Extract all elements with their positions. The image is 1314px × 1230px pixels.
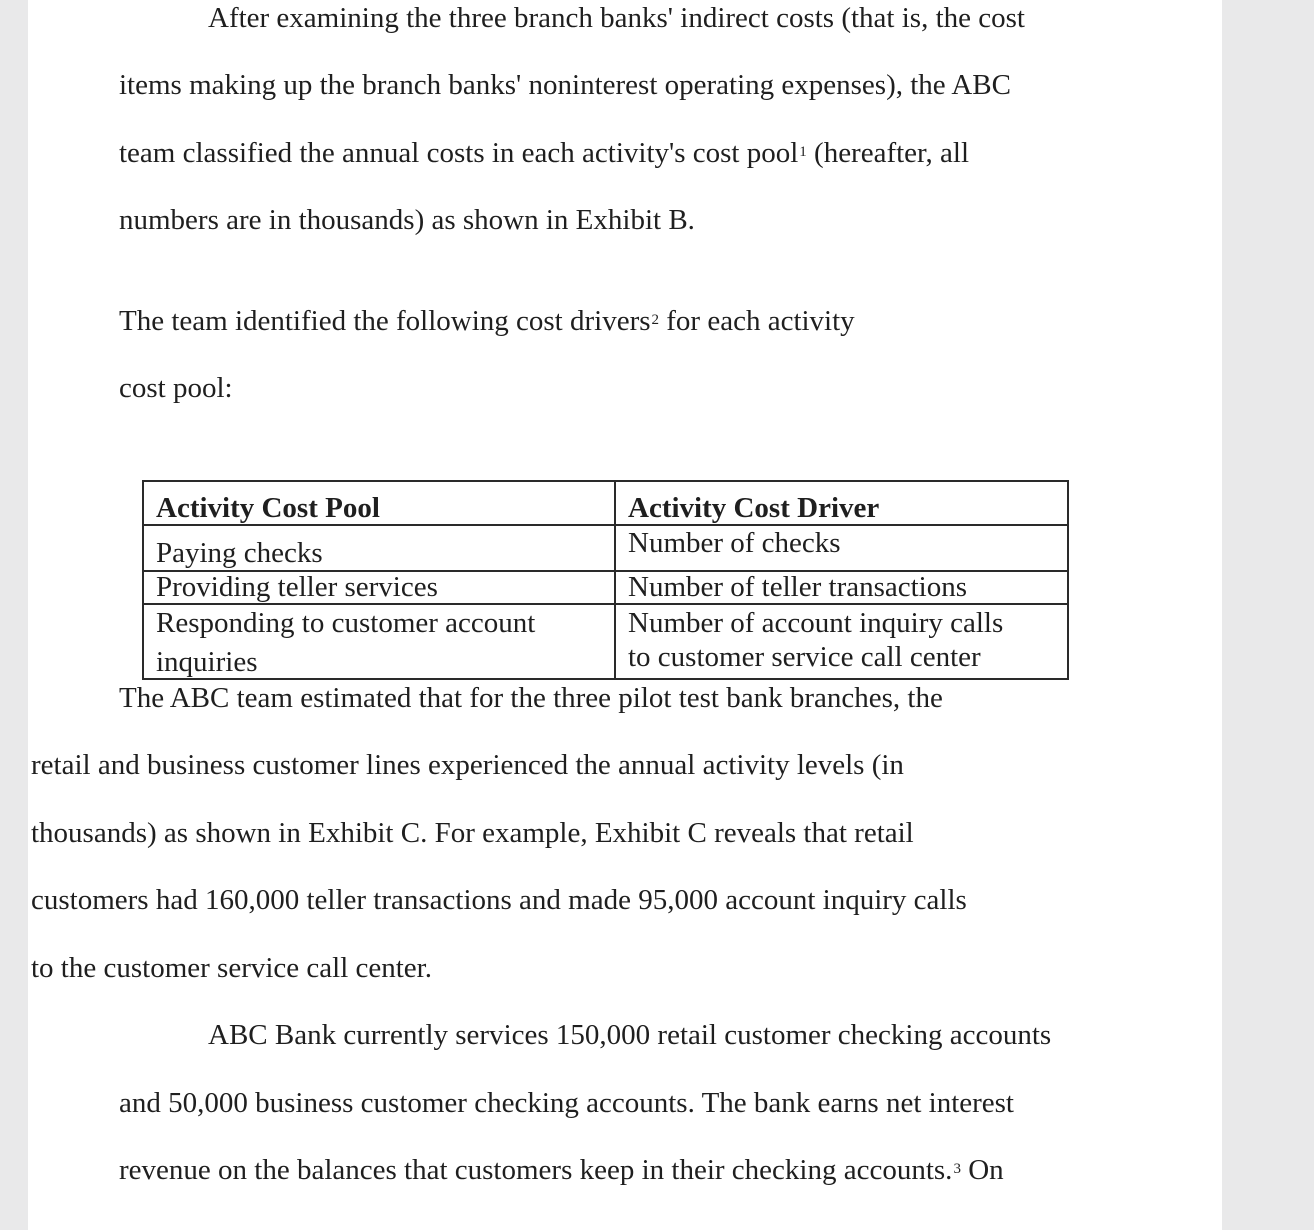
table-border-top: [142, 480, 1069, 482]
paragraph-1-line-3: [119, 136, 969, 175]
table-column-divider: [614, 480, 616, 680]
table-cell-pool-3-line-1: Responding to customer account: [156, 607, 536, 639]
table-cell-driver-3-line-2: to customer service call center: [628, 641, 981, 673]
paragraph-2-line-1-text-end: for each activity: [659, 305, 855, 337]
paragraph-4-line-1: ABC Bank currently services 150,000 retail customer checking accounts: [208, 1019, 1052, 1051]
document-page: [28, 0, 1222, 1230]
table-border-left: [142, 480, 144, 680]
paragraph-3-line-5: to the customer service call center.: [31, 952, 432, 984]
paragraph-1-line-1: After examining the three branch banks' indirect costs (that is, the cost: [208, 2, 1025, 34]
table-cell-pool-1: Paying checks: [156, 537, 323, 569]
paragraph-3-line-1: The ABC team estimated that for the three pilot test bank branches, the: [119, 682, 943, 714]
table-cell-driver-1: Number of checks: [628, 527, 841, 559]
table-cell-pool-3-line-2: inquiries: [156, 646, 258, 678]
table-cell-pool-2: Providing teller services: [156, 571, 438, 603]
paragraph-4-line-3: [119, 1153, 1004, 1192]
footnote-ref-1[interactable]: 1: [799, 144, 807, 160]
paragraph-4-line-2: and 50,000 business customer checking accounts. The bank earns net interest: [119, 1087, 1014, 1119]
paragraph-2-line-1: [119, 304, 855, 343]
paragraph-3-line-2: retail and business customer lines experienced the annual activity levels (in: [31, 749, 904, 781]
paragraph-4-line-3-text: revenue on the balances that customers keep in their checking accounts.: [119, 1154, 953, 1186]
paragraph-3-line-3: thousands) as shown in Exhibit C. For example, Exhibit C reveals that retail: [31, 817, 914, 849]
paragraph-2-line-2: cost pool:: [119, 372, 233, 404]
footnote-ref-3[interactable]: 3: [953, 1161, 961, 1177]
cost-driver-table: [142, 480, 1069, 680]
paragraph-4-line-3-text-end: On: [960, 1154, 1004, 1186]
paragraph-2-line-1-text: The team identified the following cost drivers: [119, 305, 651, 337]
table-cell-driver-3-line-1: Number of account inquiry calls: [628, 607, 1004, 639]
footnote-ref-2[interactable]: 2: [651, 312, 660, 328]
table-header-pool: Activity Cost Pool: [156, 492, 380, 524]
paragraph-1-line-3-text: team classified the annual costs in each activity's cost pool: [119, 137, 799, 169]
paragraph-3-line-4: customers had 160,000 teller transactions and made 95,000 account inquiry calls: [31, 884, 967, 916]
table-header-driver: Activity Cost Driver: [628, 492, 880, 524]
table-border-bottom: [142, 678, 1069, 680]
paragraph-1-line-4: numbers are in thousands) as shown in Exhibit B.: [119, 204, 695, 236]
table-border-right: [1067, 480, 1069, 680]
paragraph-1-line-2: items making up the branch banks' noninterest operating expenses), the ABC: [119, 69, 1011, 101]
table-cell-driver-2: Number of teller transactions: [628, 571, 968, 603]
paragraph-1-line-3-text-end: (hereafter, all: [806, 137, 970, 169]
